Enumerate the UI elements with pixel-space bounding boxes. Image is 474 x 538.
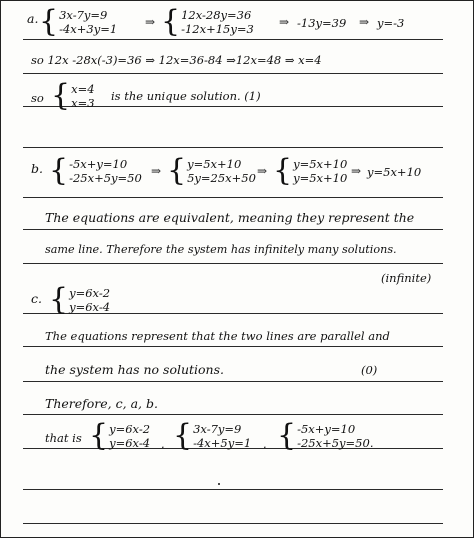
equation: -5x+y=10 [297,422,356,436]
equation: y=5x+10 [187,157,242,171]
arrow-icon: ⇒ [145,15,156,29]
equation: -4x+3y=1 [59,22,118,36]
part-b-text1: The equations are equivalent, meaning they represent the [45,210,415,225]
ruled-line [23,263,443,264]
ruled-line [23,197,443,198]
part-c-therefore: Therefore, c, a, b. [45,396,158,411]
part-a-substitution: so 12x -28x(-3)=36 ⇒ 12x=36-84 ⇒12x=48 ⇒ x=4 [31,53,322,67]
arrow-icon: ⇒ [279,15,290,29]
equation: y=6x-2 [109,422,151,436]
ruled-line [23,414,443,415]
equation: y=6x-4 [69,300,111,314]
equation: -4x+5y=1 [193,436,252,450]
ruled-line [23,381,443,382]
part-b-step2: { y=5x+10 y=5x+10 [273,153,348,188]
ruled-line [23,229,443,230]
part-a-note: is the unique solution. (1) [111,89,261,103]
part-a-step1: -13y=39 [297,16,347,30]
equation: y=5x+10 [293,157,348,171]
equation: -25x+5y=50. [297,436,374,450]
part-c-text1: The equations represent that the two lines are parallel and [45,329,390,343]
part-a-scaled-system: { 12x-28y=36 -12x+15y=3 [161,4,254,39]
equation: 12x-28y=36 [181,8,252,22]
equation: -25x+5y=50 [69,171,142,185]
arrow-icon: ⇒ [359,15,370,29]
equation: 3x-7y=9 [59,8,108,22]
part-c-order-sys1: { y=6x-2 y=6x-4 [89,418,151,453]
ruled-line [23,489,443,490]
part-b-text2: same line. Therefore the system has infinitely many solutions. [45,243,397,256]
ruled-line [23,39,443,40]
part-a-so: so [31,91,44,105]
equation: -12x+15y=3 [181,22,254,36]
arrow-icon: ⇒ [151,164,162,178]
equation: y=6x-4 [109,436,151,450]
equation: y=5x+10 [293,171,348,185]
equation: -5x+y=10 [69,157,128,171]
ruled-line [23,73,443,74]
part-b-system: { -5x+y=10 -25x+5y=50 [49,153,142,188]
part-b-step1: { y=5x+10 5y=25x+50 [167,153,256,188]
equation: 3x-7y=9 [193,422,242,436]
ruled-line [23,346,443,347]
part-c-label: c. [31,291,42,306]
arrow-icon: ⇒ [257,164,268,178]
part-a-system: { 3x-7y=9 -4x+3y=1 [39,4,118,39]
equation: 5y=25x+50 [187,171,256,185]
part-c-order-sys3: { -5x+y=10 -25x+5y=50. [277,418,374,453]
ruled-line [23,523,443,524]
equation: y=6x-2 [69,286,111,300]
part-a-step2: y=-3 [377,16,405,30]
part-c-note: (0) [361,363,378,377]
part-c-that-is: that is [45,431,82,445]
part-c-text2: the system has no solutions. [45,362,224,377]
separator-dot: . [161,437,165,451]
part-c-order-sys2: { 3x-7y=9 -4x+5y=1 [173,418,252,453]
stray-dot [218,483,220,485]
ruled-line [23,147,443,148]
arrow-icon: ⇒ [351,164,362,178]
equation: x=3 [71,96,95,110]
part-a-label: a. [27,11,39,26]
equation: x=4 [71,82,95,96]
part-a-solution: { x=4 x=3 [51,78,95,113]
part-b-result: y=5x+10 [367,165,422,179]
separator-dot: . [263,437,267,451]
part-b-note: (infinite) [381,271,432,285]
part-b-label: b. [31,161,43,176]
part-c-system: { y=6x-2 y=6x-4 [49,282,111,317]
